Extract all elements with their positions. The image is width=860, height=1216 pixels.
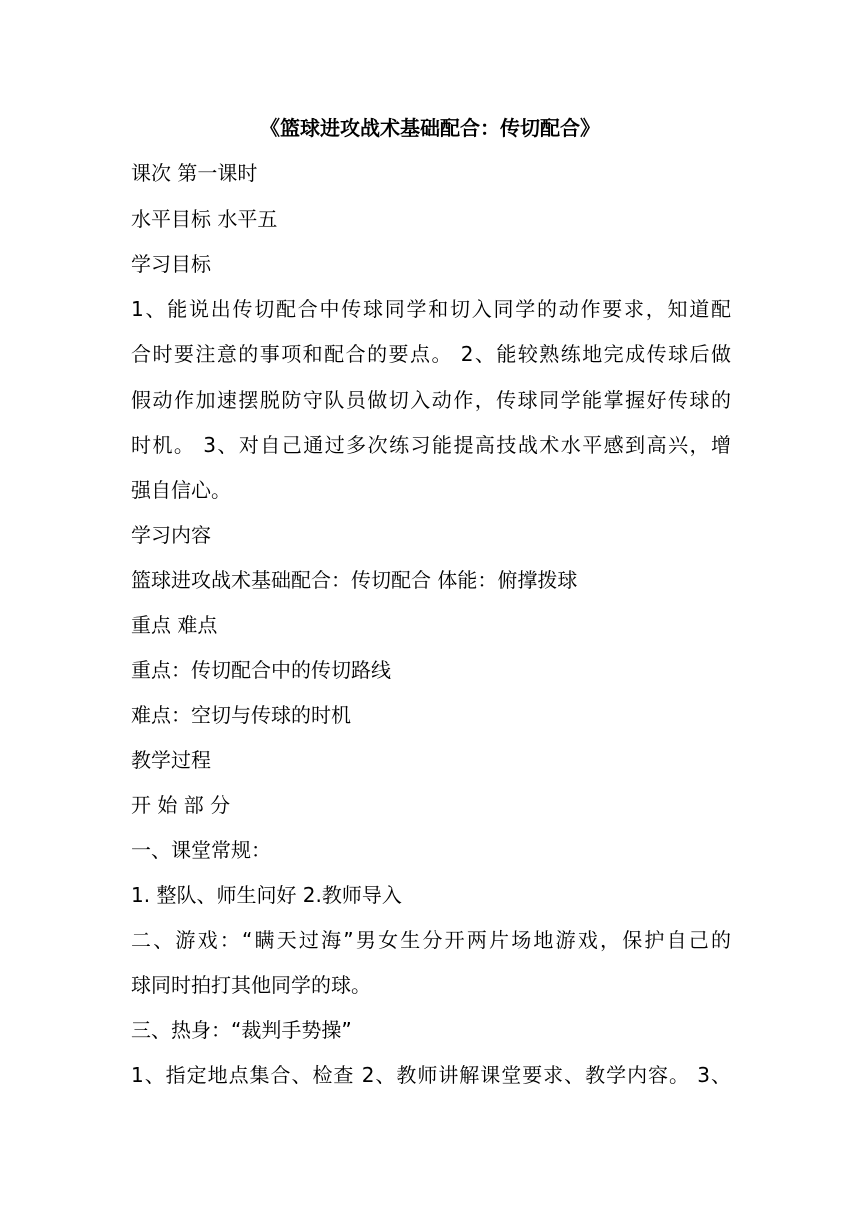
learning-goal-heading: 学习目标 bbox=[131, 252, 211, 276]
difficulty-line: 难点：空切与传球的时机 bbox=[131, 703, 351, 727]
goal-paragraph-line-5: 强自信心。 bbox=[131, 478, 231, 502]
key-difficulty-heading: 重点 难点 bbox=[131, 613, 218, 637]
goal-paragraph-line-3: 假动作加速摆脱防守队员做切入动作，传球同学能掌握好传球的 bbox=[131, 388, 731, 412]
warmup-items-line: 1、指定地点集合、检查 2、教师讲解课堂要求、教学内容。 3、 bbox=[131, 1063, 731, 1087]
key-point-line: 重点：传切配合中的传切路线 bbox=[131, 658, 391, 682]
routine-items-line: 1. 整队、师生问好 2.教师导入 bbox=[131, 883, 402, 907]
teaching-process-heading: 教学过程 bbox=[131, 748, 211, 772]
lesson-number-line: 课次 第一课时 bbox=[131, 161, 258, 185]
document-title: 《篮球进攻战术基础配合：传切配合》 bbox=[260, 116, 600, 140]
level-goal-line: 水平目标 水平五 bbox=[131, 207, 278, 231]
game-line-2: 球同时拍打其他同学的球。 bbox=[131, 973, 371, 997]
game-line-1: 二、游戏：“瞒天过海”男女生分开两片场地游戏，保护自己的 bbox=[131, 928, 731, 952]
opening-part-heading: 开 始 部 分 bbox=[131, 793, 231, 817]
goal-paragraph-line-1: 1、能说出传切配合中传球同学和切入同学的动作要求，知道配 bbox=[131, 297, 731, 321]
learning-content-line: 篮球进攻战术基础配合：传切配合 体能：俯撑拨球 bbox=[131, 568, 578, 592]
learning-content-heading: 学习内容 bbox=[131, 523, 211, 547]
warmup-heading: 三、热身：“裁判手势操” bbox=[131, 1018, 352, 1042]
classroom-routine-heading: 一、课堂常规： bbox=[131, 838, 271, 862]
goal-paragraph-line-4: 时机。 3、对自己通过多次练习能提高技战术水平感到高兴，增 bbox=[131, 433, 731, 457]
goal-paragraph-line-2: 合时要注意的事项和配合的要点。 2、能较熟练地完成传球后做 bbox=[131, 342, 731, 366]
